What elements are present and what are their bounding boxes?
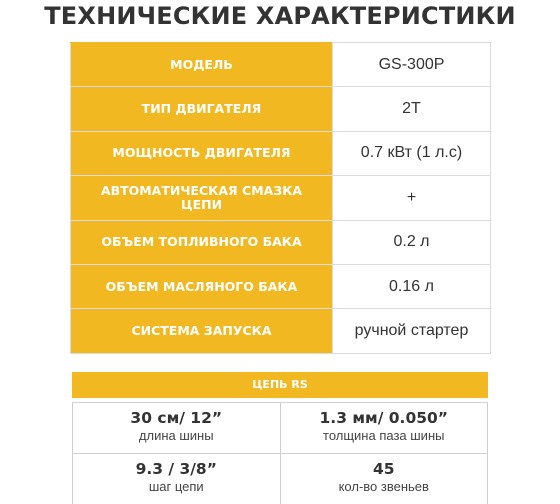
spec-row-fuel-tank bbox=[71, 220, 491, 264]
chain-cell-pitch bbox=[73, 454, 281, 504]
spec-value: ручной стартер bbox=[333, 309, 491, 353]
spec-value: 2T bbox=[333, 87, 491, 131]
spec-value: GS-300P bbox=[333, 43, 491, 87]
spec-label: СИСТЕМА ЗАПУСКА bbox=[71, 309, 333, 353]
spec-label: МОЩНОСТЬ ДВИГАТЕЛЯ bbox=[71, 131, 333, 175]
spec-row-model bbox=[71, 43, 491, 87]
spec-label: МОДЕЛЬ bbox=[71, 43, 333, 87]
spec-label: ОБЪЕМ МАСЛЯНОГО БАКА bbox=[71, 264, 333, 308]
chain-cell-value: 45 bbox=[372, 460, 395, 478]
chain-cell-link-count bbox=[281, 454, 489, 504]
chain-specs-grid bbox=[72, 402, 488, 504]
chain-cell-caption: кол-во звеньев bbox=[338, 479, 429, 494]
chain-cell-caption: шаг цепи bbox=[148, 479, 204, 494]
spec-row-engine-power bbox=[71, 131, 491, 175]
chain-cell-caption: толщина паза шины bbox=[323, 428, 445, 443]
chain-cell-value: 30 см/ 12” bbox=[130, 409, 223, 427]
chain-cell-groove-width bbox=[281, 403, 489, 454]
chain-section-header: ЦЕПЬ RS bbox=[72, 372, 488, 398]
spec-value: + bbox=[333, 176, 491, 220]
spec-value: 0.2 л bbox=[333, 220, 491, 264]
chain-cell-value: 9.3 / 3/8” bbox=[135, 460, 217, 478]
specs-table bbox=[70, 42, 491, 354]
chain-cell-value: 1.3 мм/ 0.050” bbox=[319, 409, 448, 427]
spec-row-oil-tank bbox=[71, 264, 491, 308]
page-title: ТЕХНИЧЕСКИЕ ХАРАКТЕРИСТИКИ bbox=[44, 2, 516, 30]
spec-label: АВТОМАТИЧЕСКАЯ СМАЗКА ЦЕПИ bbox=[71, 176, 333, 220]
spec-row-engine-type bbox=[71, 87, 491, 131]
spec-value: 0.16 л bbox=[333, 264, 491, 308]
spec-row-auto-lubrication bbox=[71, 176, 491, 220]
spec-value: 0.7 кВт (1 л.с) bbox=[333, 131, 491, 175]
spec-label: ТИП ДВИГАТЕЛЯ bbox=[71, 87, 333, 131]
chain-cell-bar-length bbox=[73, 403, 281, 454]
spec-row-start-system bbox=[71, 309, 491, 353]
chain-cell-caption: длина шины bbox=[138, 428, 214, 443]
spec-label: ОБЪЕМ ТОПЛИВНОГО БАКА bbox=[71, 220, 333, 264]
